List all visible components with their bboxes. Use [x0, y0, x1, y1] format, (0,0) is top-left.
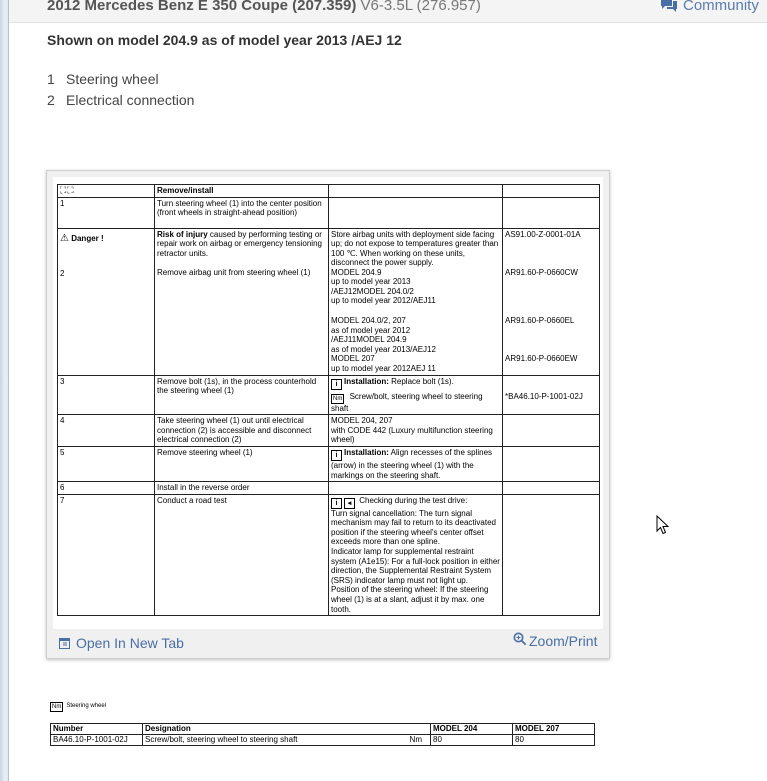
table-cell: [503, 375, 600, 415]
model-note: MODEL 204, 207 with CODE 442 (Luxury multifunction steering wheel): [329, 415, 503, 447]
spec-number: BA46.10-P-1001-02J: [51, 735, 143, 746]
step-text: Conduct a road test: [155, 494, 329, 616]
part-number: 1: [47, 71, 55, 87]
info-icon: i: [331, 379, 342, 390]
table-row: [58, 446, 600, 481]
table-cell: [503, 446, 600, 481]
table-cell: [503, 197, 600, 228]
left-edge-panel: [0, 0, 9, 781]
table-cell: [503, 228, 600, 375]
table-row: [58, 228, 600, 375]
step-number: 1: [58, 197, 155, 228]
community-button[interactable]: [660, 0, 759, 14]
installation-text: Replace bolt (1s).: [388, 376, 454, 386]
table-header-title: Remove/install: [157, 186, 214, 195]
installation-label: Installation:: [344, 447, 389, 457]
torque-text: Screw/bolt, steering wheel to steering shaft: [331, 391, 483, 413]
table-cell: [329, 228, 503, 375]
spec-caption-text: Steering wheel: [66, 703, 107, 709]
zoom-print-button[interactable]: [513, 632, 597, 649]
doc-reference: AR91.60-P-0660EW: [505, 353, 578, 363]
spec-unit: Nm: [409, 735, 422, 744]
table-row: [58, 482, 600, 495]
check-text: Turn signal cancellation: The turn signal mechanism may fail to return to its deactivated position if the steering wheel's center offset exceeds more than one spline. Indicator lamp for supplemental restraint system (A1e15): For a full-lock position in either direction, the Supplemental Restraint System (SRS) indicator lamp must not light up. Position of the steering wheel: If the steering wheel (1) is at a slant, adjust it by max. one tooth.: [331, 508, 500, 614]
table-cell: [503, 415, 600, 447]
step-number: 4: [58, 415, 155, 447]
test-drive-icon: ◂: [344, 498, 355, 509]
table-row: [58, 415, 600, 447]
danger-risk-title: Risk of injury: [157, 229, 208, 239]
list-item: [47, 71, 194, 92]
table-cell: [329, 185, 503, 198]
step-number: 2: [60, 269, 65, 279]
installation-label: Installation:: [344, 376, 389, 386]
model-note: MODEL 207 up to model year 2012AEJ 11: [331, 354, 436, 373]
spec-value-204: 80: [431, 735, 513, 746]
danger-risk-text: caused by performing testing or repair work on airbag or emergency tensioning retractor units.: [157, 229, 322, 258]
open-new-tab-button[interactable]: [59, 635, 184, 651]
table-cell: [155, 228, 329, 375]
table-row: [51, 735, 595, 746]
doc-reference: AR91.60-P-0660EL: [505, 315, 575, 325]
chat-bubbles-icon: [660, 0, 678, 13]
mouse-cursor-icon: [656, 515, 670, 535]
installation-text: Align recesses of the splines (arrow) in the steering wheel (1) with the markings on the steering shaft.: [331, 447, 493, 480]
step-text: Turn steering wheel (1) into the center position (front wheels in straight-ahead position): [155, 197, 329, 228]
column-header: Designation: [143, 724, 431, 735]
table-row: [58, 494, 600, 616]
part-label: Steering wheel: [66, 71, 159, 87]
danger-ref: AS91.00-Z-0001-01A: [505, 229, 581, 239]
doc-reference: *BA46.10-P-1001-02J: [505, 391, 583, 401]
table-row: [51, 724, 595, 735]
table-cell: [143, 735, 431, 746]
doc-reference: AR91.60-P-0660CW: [505, 267, 578, 277]
spec-caption: [50, 702, 106, 712]
torque-spec-table: [50, 723, 595, 746]
vehicle-title: [47, 0, 481, 14]
part-number: 2: [47, 92, 55, 108]
torque-icon: Nm: [333, 395, 343, 402]
warning-icon: ⚠: [60, 232, 69, 244]
info-icon: i: [331, 498, 342, 509]
step-number: 6: [58, 482, 155, 495]
column-header: MODEL 207: [513, 724, 595, 735]
check-title: Checking during the test drive:: [359, 495, 468, 505]
step-text: Take steering wheel (1) out until electrical connection (2) is accessible and disconnect electrical connection (2): [155, 415, 329, 447]
frame-actions: [47, 631, 609, 657]
table-cell: [329, 482, 503, 495]
table-cell: [58, 185, 155, 198]
magnifier-icon: [513, 632, 527, 646]
open-new-tab-label: Open In New Tab: [76, 635, 184, 651]
new-tab-icon: [59, 638, 70, 649]
subtitle: Shown on model 204.9 as of model year 2013 /AEJ 12: [47, 32, 402, 48]
table-cell: [503, 482, 600, 495]
table-row: [58, 197, 600, 228]
list-item: [47, 92, 194, 113]
step-text: Remove airbag unit from steering wheel (1): [157, 267, 311, 277]
table-cell: [329, 494, 503, 616]
step-number: 7: [58, 494, 155, 616]
parts-list: [47, 71, 194, 113]
column-header: MODEL 204: [431, 724, 513, 735]
step-text: Remove steering wheel (1): [155, 446, 329, 481]
step-text: Remove bolt (1s), in the process counterhold the steering wheel (1): [155, 375, 329, 415]
table-cell: [155, 185, 329, 198]
danger-note: Store airbag units with deployment side facing up; do not expose to temperatures greater than 100 ℃. When working on these units, disconnect the power supply.: [331, 229, 499, 268]
vehicle-engine: V6-3.5L (276.957): [360, 0, 481, 14]
column-header: Number: [51, 724, 143, 735]
part-label: Electrical connection: [66, 92, 195, 108]
model-note: MODEL 204.9 up to model year 2013 /AEJ12MODEL 204.0/2 up to model year 2012/AEJ11: [331, 267, 436, 306]
community-label: Community: [683, 0, 759, 14]
vehicle-model: 2012 Mercedes Benz E 350 Coupe (207.359): [47, 0, 357, 14]
table-cell: [329, 446, 503, 481]
info-icon: i: [331, 450, 342, 461]
step-number: 3: [58, 375, 155, 415]
table-row: [58, 185, 600, 198]
table-cell: [503, 185, 600, 198]
torque-icon: Nm: [52, 704, 62, 710]
procedure-table: [57, 184, 600, 616]
step-text: Install in the reverse order: [155, 482, 329, 495]
table-row: [58, 375, 600, 415]
danger-label: Danger !: [71, 233, 104, 243]
step-number: 5: [58, 446, 155, 481]
procedure-frame: [46, 170, 610, 659]
table-cell: [58, 228, 155, 375]
table-cell: [503, 494, 600, 616]
spec-value-207: 80: [513, 735, 595, 746]
expand-icons: ⛶⛶: [60, 185, 75, 195]
model-note: MODEL 204.0/2, 207 as of model year 2012 /AEJ11MODEL 204.9 as of model year 2013/AEJ12: [331, 315, 436, 354]
table-cell: [329, 197, 503, 228]
spec-designation: Screw/bolt, steering wheel to steering shaft: [145, 735, 298, 744]
zoom-print-label: Zoom/Print: [529, 633, 598, 649]
procedure-document[interactable]: [53, 177, 603, 629]
table-cell: [329, 375, 503, 415]
